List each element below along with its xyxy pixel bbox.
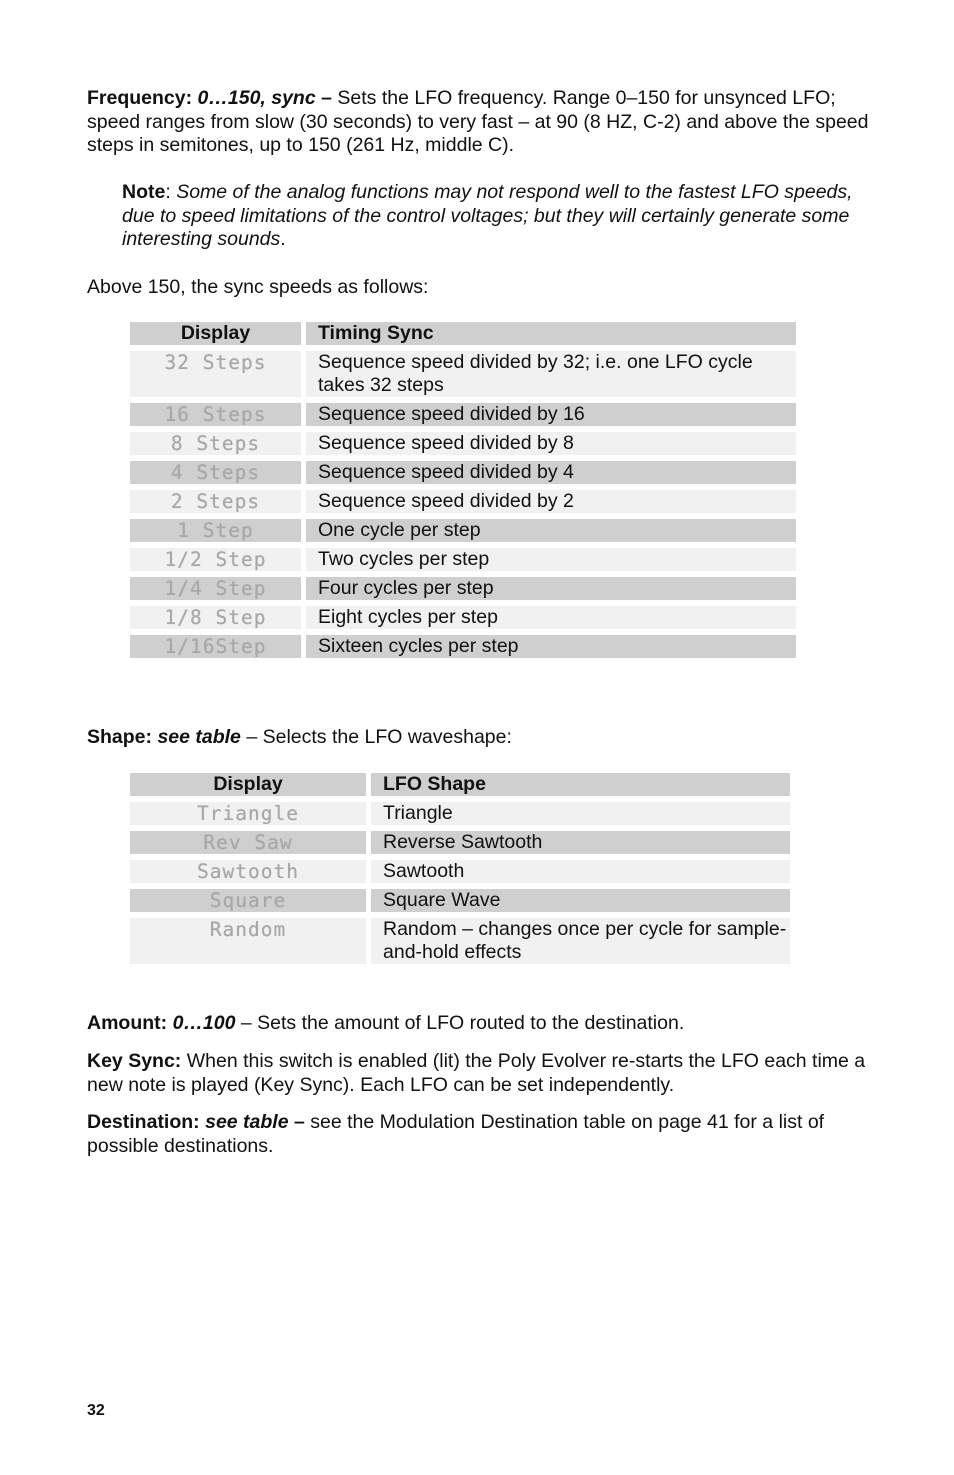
table-row xyxy=(130,577,796,600)
amount-label: Amount: xyxy=(87,1012,168,1034)
table-row xyxy=(130,519,796,542)
lcd-display: 1/2 Step xyxy=(130,548,301,571)
table-row xyxy=(130,351,796,397)
shape-table xyxy=(130,767,790,970)
shape-label: Shape: xyxy=(87,726,153,748)
sync-description: Sequence speed divided by 4 xyxy=(306,461,796,484)
destination-label: Destination: xyxy=(87,1111,200,1133)
shape-header-display: Display xyxy=(130,773,366,796)
sync-table-header xyxy=(130,322,796,345)
table-row xyxy=(130,403,796,426)
shape-header-lfo: LFO Shape xyxy=(371,773,790,796)
sync-header-display: Display xyxy=(130,322,301,345)
shape-text: – Selects the LFO waveshape: xyxy=(246,726,512,748)
shape-description: Random – changes once per cycle for sample-and-hold effects xyxy=(371,918,790,964)
shape-value: see table xyxy=(157,726,241,748)
above-150-text: Above 150, the sync speeds as follows: xyxy=(87,276,429,298)
destination-text: see the Modulation Destination table on page 41 for a list of possible destinations. xyxy=(87,1111,825,1157)
sync-description: Eight cycles per step xyxy=(306,606,796,629)
lcd-display: 8 Steps xyxy=(130,432,301,455)
sync-description: Two cycles per step xyxy=(306,548,796,571)
destination-paragraph xyxy=(87,1111,877,1158)
sync-header-timing: Timing Sync xyxy=(306,322,796,345)
amount-text: – Sets the amount of LFO routed to the destination. xyxy=(240,1012,685,1034)
amount-paragraph xyxy=(87,1012,877,1036)
note-paragraph: Note: Some of the analog functions may not respond well to the fastest LFO speeds, due to speed limitations of the control voltages; but they will certainly generate some interesting sounds. xyxy=(122,181,853,250)
page-number: 32 xyxy=(87,1402,105,1419)
sync-description: Sequence speed divided by 16 xyxy=(306,403,796,426)
table-row xyxy=(130,461,796,484)
frequency-range: 0…150, sync – xyxy=(197,87,332,109)
lcd-display: 32 Steps xyxy=(130,351,301,397)
lcd-display: Square xyxy=(130,889,366,912)
shape-description: Square Wave xyxy=(371,889,790,912)
table-row xyxy=(130,432,796,455)
shape-description: Triangle xyxy=(371,802,790,825)
lcd-display: 1/16Step xyxy=(130,635,301,658)
sync-description: Sequence speed divided by 8 xyxy=(306,432,796,455)
lcd-display: 16 Steps xyxy=(130,403,301,426)
frequency-label: Frequency: xyxy=(87,87,193,109)
lcd-display: 2 Steps xyxy=(130,490,301,513)
sync-table xyxy=(130,316,796,664)
keysync-label: Key Sync: xyxy=(87,1050,182,1072)
shape-paragraph xyxy=(87,726,877,750)
sync-description: Four cycles per step xyxy=(306,577,796,600)
shape-description: Reverse Sawtooth xyxy=(371,831,790,854)
table-row xyxy=(130,548,796,571)
lcd-display: Sawtooth xyxy=(130,860,366,883)
sync-description: One cycle per step xyxy=(306,519,796,542)
lcd-display: 1/4 Step xyxy=(130,577,301,600)
lcd-display: Triangle xyxy=(130,802,366,825)
note-text: Some of the analog functions may not respond well to the fastest LFO speeds, due to speed limitations of the control voltages; but they will certainly generate some interesting sounds xyxy=(122,181,853,250)
sync-description: Sequence speed divided by 32; i.e. one LFO cycle takes 32 steps xyxy=(306,351,796,397)
frequency-text: Sets the LFO frequency. Range 0–150 for unsynced LFO; speed ranges from slow (30 seconds) to very fast – at 90 (8 HZ, C-2) and above the speed steps in semitones, up to 150 (261 Hz, middle C). xyxy=(87,87,869,156)
table-row xyxy=(130,889,790,912)
lcd-display: Rev Saw xyxy=(130,831,366,854)
table-row xyxy=(130,490,796,513)
frequency-paragraph xyxy=(87,87,877,158)
table-row xyxy=(130,606,796,629)
table-row xyxy=(130,802,790,825)
amount-value: 0…100 xyxy=(172,1012,236,1034)
table-row xyxy=(130,918,790,964)
lcd-display: 1 Step xyxy=(130,519,301,542)
destination-value: see table – xyxy=(205,1111,305,1133)
table-row xyxy=(130,635,796,658)
table-row xyxy=(130,860,790,883)
note-label: Note xyxy=(122,181,166,203)
sync-description: Sequence speed divided by 2 xyxy=(306,490,796,513)
shape-description: Sawtooth xyxy=(371,860,790,883)
sync-description: Sixteen cycles per step xyxy=(306,635,796,658)
lcd-display: Random xyxy=(130,918,366,964)
lcd-display: 4 Steps xyxy=(130,461,301,484)
lcd-display: 1/8 Step xyxy=(130,606,301,629)
shape-table-header xyxy=(130,773,790,796)
keysync-paragraph xyxy=(87,1050,877,1097)
keysync-text: When this switch is enabled (lit) the Poly Evolver re-starts the LFO each time a new note is played (Key Sync). Each LFO can be set independently. xyxy=(87,1050,866,1096)
table-row xyxy=(130,831,790,854)
